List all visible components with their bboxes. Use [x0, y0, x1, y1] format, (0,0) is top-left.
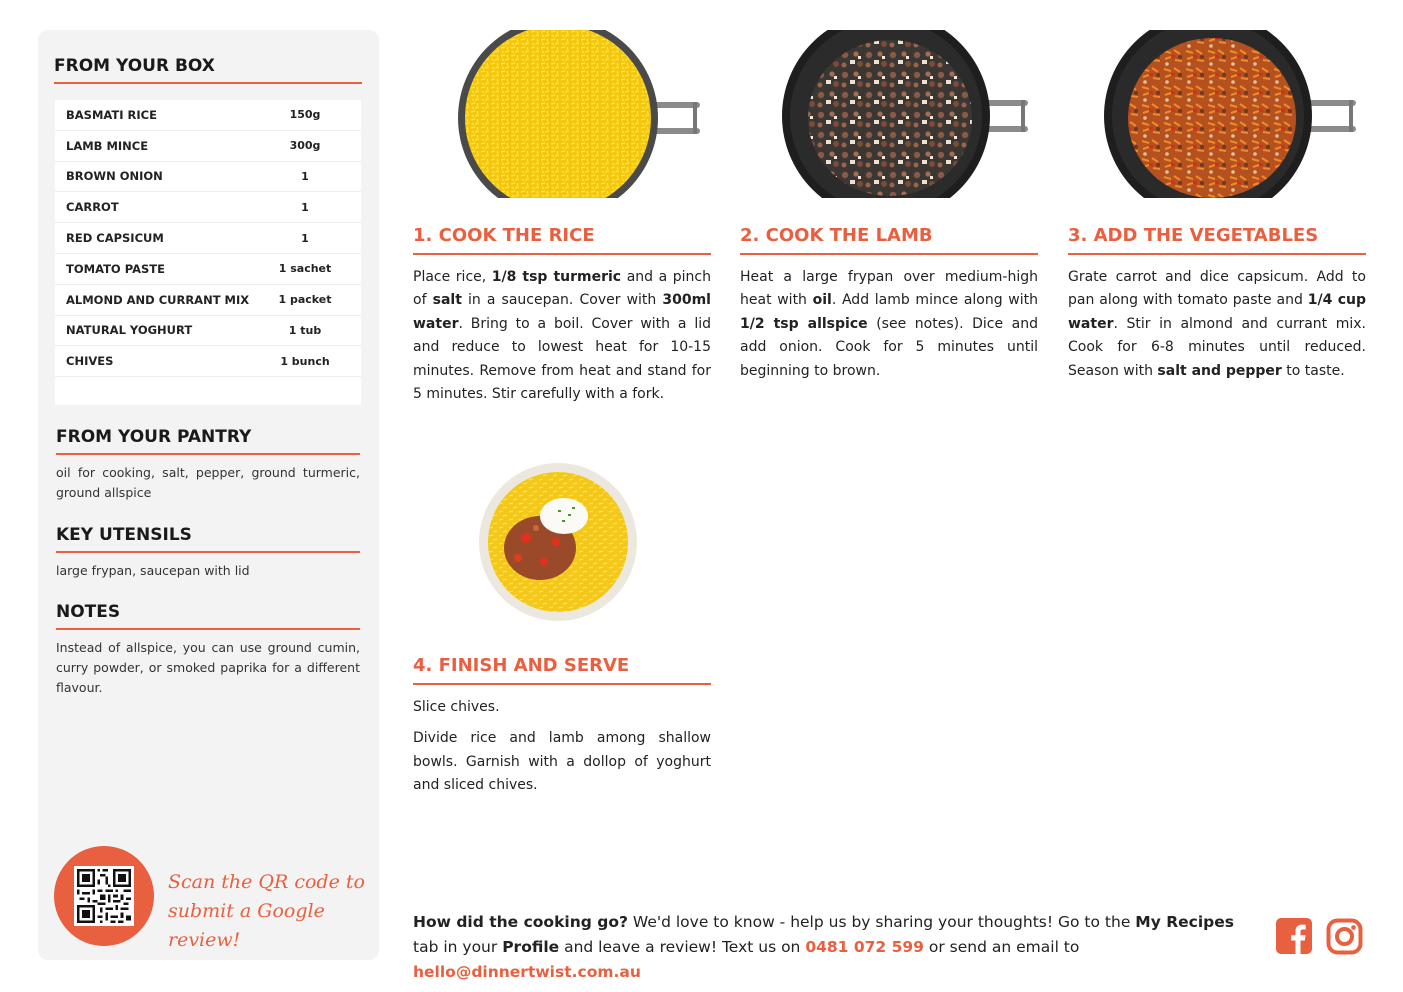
qr-caption-line: submit a Google review! — [168, 900, 325, 951]
ingredient-row — [55, 316, 361, 347]
ingredient-row — [55, 346, 361, 377]
vegetables-pan-image — [1096, 30, 1366, 198]
step-emphasis: salt — [432, 292, 462, 309]
step-text-run: Place rice, — [413, 269, 492, 285]
step-3-text — [1068, 266, 1366, 383]
step-4-paragraph: Slice chives. — [413, 699, 500, 715]
notes-section — [56, 602, 360, 698]
ingredient-row — [55, 131, 361, 162]
ingredient-name: LAMB MINCE — [66, 138, 149, 153]
step-text-run: and a pinch of — [413, 269, 711, 309]
step-text-run: Heat a large frypan over medium-high heat with — [740, 269, 1038, 309]
facebook-icon[interactable] — [1276, 918, 1312, 954]
notes-heading: NOTES — [56, 602, 360, 630]
qr-caption — [168, 868, 368, 955]
ingredients-panel — [38, 30, 379, 960]
ingredient-qty: 1 — [301, 169, 309, 183]
phone-link[interactable]: 0481 072 599 — [805, 938, 924, 956]
ingredient-name: BROWN ONION — [66, 169, 163, 184]
ingredient-qty: 1 — [301, 200, 309, 214]
step-text-run: in a saucepan. Cover with — [461, 292, 663, 309]
footer-text: We'd love to know - help us by sharing your thoughts! Go to the — [627, 913, 1136, 931]
step-1-title: 1. COOK THE RICE — [413, 225, 711, 255]
finished-dish-image — [478, 462, 638, 622]
ingredient-name: RED CAPSICUM — [66, 231, 164, 246]
notes-text: Instead of allspice, you can use ground cumin, curry powder, or smoked paprika for a different flavour. — [56, 640, 360, 695]
step-text-run: . Add lamb mince along with — [831, 292, 1038, 309]
ingredient-row — [55, 162, 361, 193]
ingredient-qty: 150g — [289, 108, 321, 122]
step-emphasis: 1/2 tsp allspice — [740, 315, 868, 332]
pantry-text: oil for cooking, salt, pepper, ground turmeric, ground allspice — [56, 465, 360, 500]
ingredient-qty: 300g — [289, 139, 321, 153]
step-text-run: Grate carrot and dice capsicum. Add to pan along with tomato paste and — [1068, 269, 1366, 309]
qr-code-icon[interactable] — [74, 866, 134, 926]
ingredient-row — [55, 192, 361, 223]
utensils-section — [56, 525, 360, 581]
footer-question: How did the cooking go? — [413, 913, 628, 931]
from-your-box-heading: FROM YOUR BOX — [54, 56, 362, 84]
step-emphasis: 1/4 cup water — [1068, 292, 1366, 332]
step-1-text — [413, 266, 711, 406]
ingredient-qty: 1 — [301, 231, 309, 245]
ingredient-name: CHIVES — [66, 354, 114, 369]
profile-label: Profile — [502, 938, 560, 956]
ingredient-row — [55, 223, 361, 254]
qr-caption-line: Scan the QR code to — [168, 871, 365, 893]
step-text-run: . Stir in almond and currant mix. Cook for 6-8 minutes until reduced. Season with — [1068, 315, 1366, 379]
step-emphasis: 300ml water — [413, 292, 711, 332]
my-recipes-label: My Recipes — [1135, 913, 1234, 931]
ingredients-table — [55, 100, 361, 405]
ingredient-qty: 1 sachet — [278, 262, 332, 276]
rice-pan-image — [440, 30, 710, 198]
lamb-pan-image — [768, 30, 1038, 198]
step-4-title: 4. FINISH AND SERVE — [413, 655, 711, 685]
footer-text: and leave a review! Text us on — [559, 938, 806, 956]
qr-badge[interactable] — [54, 846, 154, 946]
email-link[interactable]: hello@dinnertwist.com.au — [413, 963, 641, 981]
instagram-icon[interactable] — [1326, 918, 1363, 955]
ingredient-name: CARROT — [66, 200, 119, 215]
ingredient-row — [55, 254, 361, 285]
step-4-paragraph: Divide rice and lamb among shallow bowls. Garnish with a dollop of yoghurt and sliced chives. — [413, 730, 711, 794]
ingredient-qty: 1 packet — [278, 293, 332, 307]
review-footer — [413, 910, 1263, 985]
ingredient-qty: 1 bunch — [280, 354, 330, 368]
ingredient-name: BASMATI RICE — [66, 107, 157, 122]
step-text-run: . Bring to a boil. Cover with a lid and reduce to lowest heat for 10-15 minutes. Remove from heat and stand for 5 minutes. Stir carefully with a fork. — [413, 315, 711, 403]
step-2-title: 2. COOK THE LAMB — [740, 225, 1038, 255]
ingredient-qty: 1 tub — [288, 323, 322, 337]
footer-text: tab in your — [413, 938, 503, 956]
step-text-run: (see notes). Dice and add onion. Cook for 5 minutes until beginning to brown. — [740, 315, 1038, 379]
utensils-heading: KEY UTENSILS — [56, 525, 360, 553]
ingredient-name: TOMATO PASTE — [66, 261, 165, 276]
step-text-run: to taste. — [1281, 362, 1345, 379]
step-emphasis: salt and pepper — [1157, 362, 1282, 379]
step-2-text — [740, 266, 1038, 383]
ingredient-row — [55, 100, 361, 131]
step-4-text — [413, 696, 711, 806]
ingredient-name: ALMOND AND CURRANT MIX — [66, 292, 250, 307]
step-3-title: 3. ADD THE VEGETABLES — [1068, 225, 1366, 255]
pantry-heading: FROM YOUR PANTRY — [56, 427, 360, 455]
step-emphasis: 1/8 tsp turmeric — [491, 269, 622, 285]
step-emphasis: oil — [812, 292, 832, 309]
utensils-text: large frypan, saucepan with lid — [56, 563, 250, 578]
footer-text: or send an email to — [923, 938, 1080, 956]
ingredient-row — [55, 285, 361, 316]
ingredient-name: NATURAL YOGHURT — [66, 323, 193, 338]
pantry-section — [56, 427, 360, 503]
